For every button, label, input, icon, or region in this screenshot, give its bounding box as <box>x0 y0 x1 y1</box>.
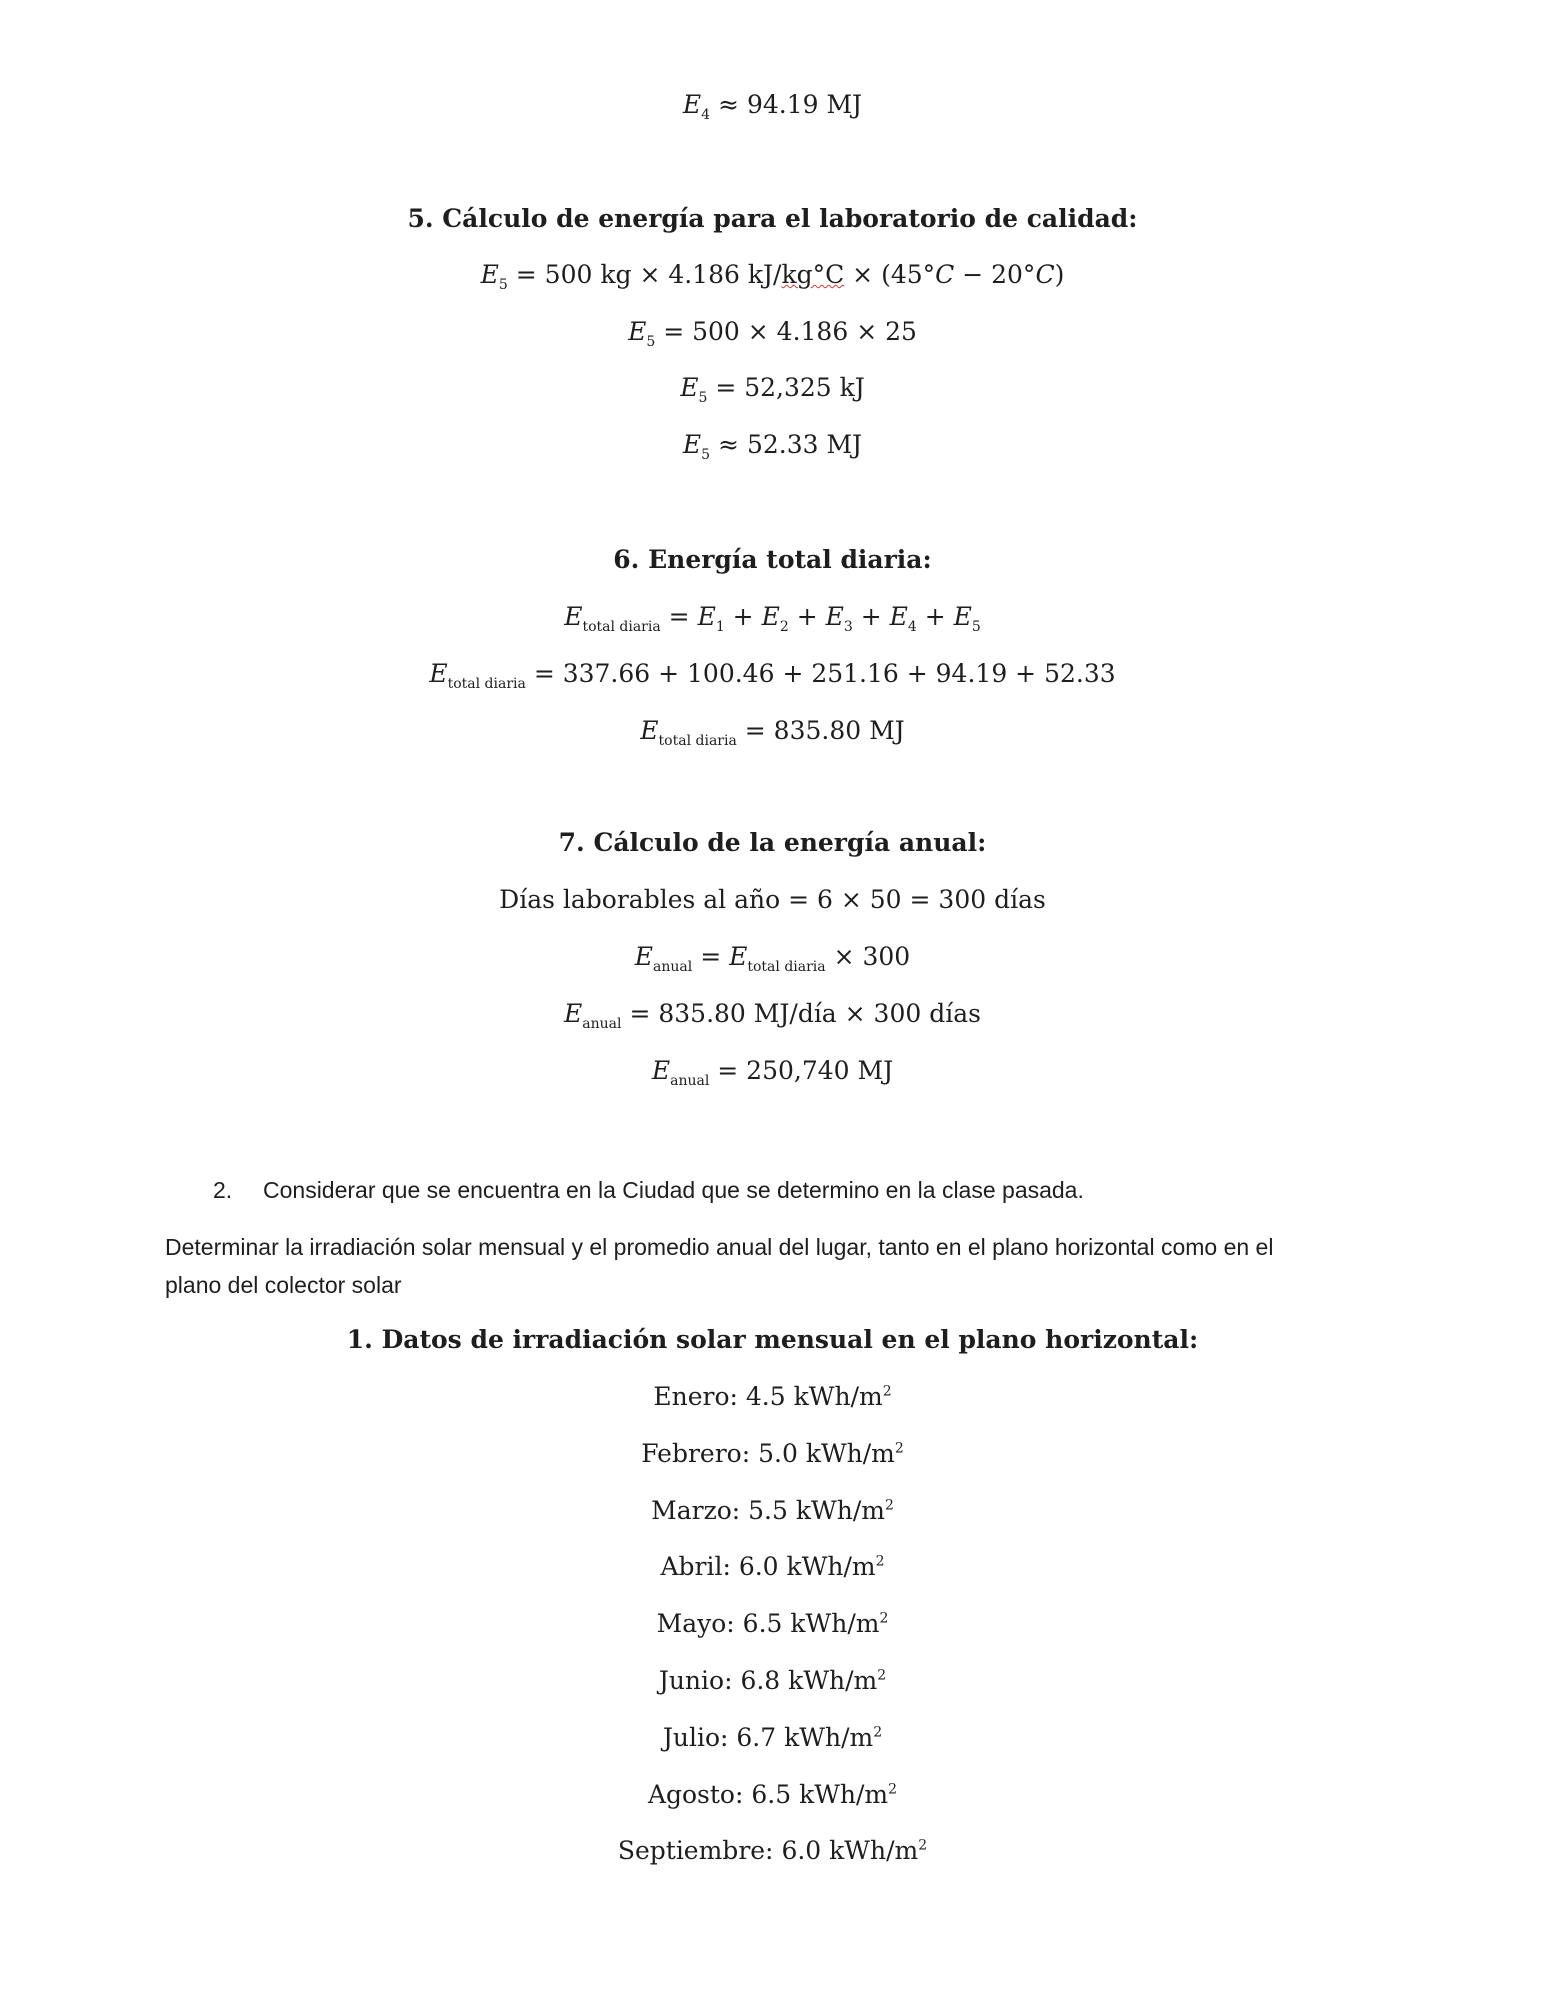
total-daily-equation-3: $E_{total diaria} = 835.80$ MJ <box>640 716 905 749</box>
unit-exponent: 2 <box>888 1781 898 1798</box>
month-unit: kWh/m <box>784 1723 874 1752</box>
month-unit: kWh/m <box>805 1439 895 1468</box>
month-value: 5.5 <box>748 1496 796 1525</box>
e4-result: $E_4 \approx 94.19$ MJ <box>682 90 863 123</box>
question-text: Considerar que se encuentra en la Ciudad que se determino en la clase pasada. <box>263 1177 1084 1203</box>
month-value: 6.7 <box>736 1723 785 1752</box>
month-unit: kWh/m <box>799 1780 889 1809</box>
month-unit: kWh/m <box>829 1836 919 1865</box>
annual-equation-1: $E_{anual} = E_{total diaria} \times 300$ <box>634 942 911 975</box>
month-value: 4.5 <box>745 1382 794 1411</box>
month-irradiation-item <box>0 1834 1545 1868</box>
e5-equation-3: $E_5 = 52,325$ kJ <box>680 373 865 406</box>
month-label: Abril: <box>660 1552 739 1581</box>
month-label: Enero: <box>653 1382 746 1411</box>
unit-exponent: 2 <box>884 1497 894 1514</box>
month-label: Febrero: <box>641 1439 759 1468</box>
unit-exponent: 2 <box>875 1553 885 1570</box>
e5-equation-2: $E_5 = 500 \times 4.186 \times 25$ <box>628 317 917 350</box>
month-label: Julio: <box>662 1723 737 1752</box>
irradiation-heading: 1. Datos de irradiación solar mensual en el plano horizontal: <box>346 1325 1199 1354</box>
month-label: Junio: <box>658 1666 741 1695</box>
month-value: 6.0 <box>738 1552 787 1581</box>
month-irradiation-item <box>0 1778 1545 1812</box>
month-value: 6.5 <box>742 1609 791 1638</box>
unit-exponent: 2 <box>918 1837 928 1854</box>
month-unit: kWh/m <box>795 1496 885 1525</box>
month-label: Septiembre: <box>617 1836 782 1865</box>
month-irradiation-item <box>0 1664 1545 1698</box>
month-value: 6.5 <box>751 1780 800 1809</box>
section6-heading: 6. Energía total diaria: <box>613 545 932 574</box>
section7-heading: 7. Cálculo de la energía anual: <box>558 828 987 857</box>
month-label: Mayo: <box>656 1609 743 1638</box>
month-unit: kWh/m <box>793 1382 883 1411</box>
unit-exponent: 2 <box>873 1724 883 1741</box>
unit-exponent: 2 <box>877 1667 887 1684</box>
month-unit: kWh/m <box>790 1609 880 1638</box>
unit-exponent: 2 <box>879 1610 889 1627</box>
instruction-line-1: Determinar la irradiación solar mensual y el promedio anual del lugar, tanto en el plano horizontal como en el <box>165 1234 1274 1260</box>
month-irradiation-item <box>0 1550 1545 1584</box>
total-daily-equation-1: $E_{total diaria} = E_1 + E_2 + E_3 + E_4 + E_5$ <box>564 602 981 635</box>
question-number: 2. <box>213 1177 233 1203</box>
month-irradiation-item <box>0 1380 1545 1414</box>
unit-exponent: 2 <box>882 1383 892 1400</box>
month-value: 5.0 <box>758 1439 806 1468</box>
month-irradiation-item <box>0 1721 1545 1755</box>
month-irradiation-item <box>0 1437 1545 1471</box>
month-irradiation-item <box>0 1494 1545 1528</box>
unit-exponent: 2 <box>894 1440 904 1457</box>
instruction-line-2: plano del colector solar <box>165 1272 402 1298</box>
e5-equation-4: $E_5 \approx 52.33$ MJ <box>682 430 863 463</box>
month-unit: kWh/m <box>786 1552 876 1581</box>
month-irradiation-item <box>0 1607 1545 1641</box>
month-unit: kWh/m <box>788 1666 878 1695</box>
spellcheck-underlined-unit: kg°C <box>781 260 845 289</box>
month-label: Agosto: <box>647 1780 752 1809</box>
annual-equation-3: $E_{anual} = 250,740$ MJ <box>651 1056 894 1089</box>
month-value: 6.8 <box>740 1666 789 1695</box>
month-value: 6.0 <box>781 1836 830 1865</box>
section5-heading: 5. Cálculo de energía para el laboratorio de calidad: <box>407 204 1138 233</box>
month-label: Marzo: <box>651 1496 749 1525</box>
working-days-line: Días laborables al año = 6 × 50 = 300 días <box>499 885 1046 914</box>
e5-equation-1: $E_5 = 500$ kg × 4.186 kJ/kg°C × (45°C − 20°C) <box>480 260 1065 293</box>
total-daily-equation-2: $E_{total diaria} = 337.66 + 100.46 + 251.16 + 94.19 + 52.33$ <box>429 659 1116 692</box>
annual-equation-2: $E_{anual} = 835.80$ MJ/día × 300 días <box>564 999 981 1032</box>
